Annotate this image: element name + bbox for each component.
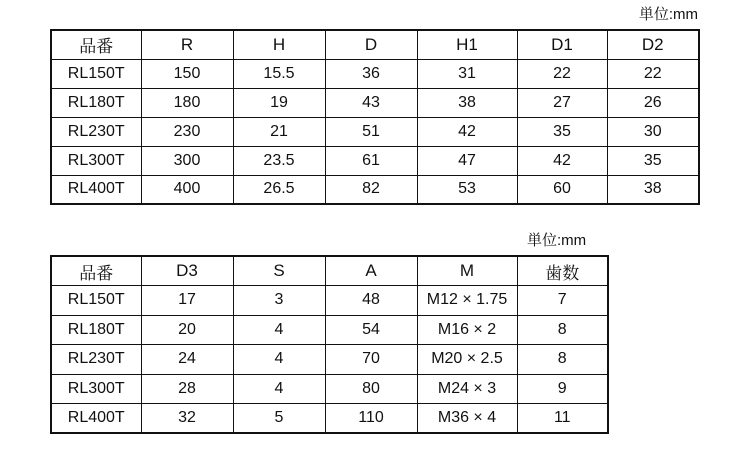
table-cell: 4 [233,345,325,375]
table-cell: 27 [517,88,607,117]
table-row [51,59,699,88]
table-cell: 24 [141,345,233,375]
table-cell: 21 [233,117,325,146]
table-row [51,175,699,204]
table-cell: RL150T [51,59,141,88]
table-cell: M20 × 2.5 [417,345,517,375]
table-cell: 48 [325,286,417,316]
table-cell: 31 [417,59,517,88]
header-d1: D1 [517,30,607,59]
header-r: R [141,30,233,59]
header-d3: D3 [141,256,233,286]
table-cell: 5 [233,404,325,434]
table-cell: 60 [517,175,607,204]
table-cell: M12 × 1.75 [417,286,517,316]
table-cell: 230 [141,117,233,146]
header-teeth: 歯数 [517,256,608,286]
table-cell: 53 [417,175,517,204]
table-cell: 26 [607,88,699,117]
thread-table [50,255,609,434]
table-cell: 300 [141,146,233,175]
header-part-number: 品番 [51,256,141,286]
table-cell: RL180T [51,88,141,117]
table-cell: 110 [325,404,417,434]
table-cell: 47 [417,146,517,175]
table-cell: 400 [141,175,233,204]
table-cell: 38 [607,175,699,204]
header-a: A [325,256,417,286]
table-cell: 38 [417,88,517,117]
table-cell: 150 [141,59,233,88]
table-cell: RL180T [51,315,141,345]
table-row [51,374,608,404]
table-cell: 3 [233,286,325,316]
table-cell: 9 [517,374,608,404]
table-cell: RL230T [51,117,141,146]
unit-label: 単位:mm [638,6,698,23]
table-cell: RL400T [51,175,141,204]
table-cell: 4 [233,374,325,404]
table-header-row [51,30,699,59]
table-row [51,146,699,175]
table-cell: 36 [325,59,417,88]
header-d2: D2 [607,30,699,59]
table-cell: RL300T [51,374,141,404]
header-m: M [417,256,517,286]
unit-label: 単位:mm [527,232,587,249]
header-part-number: 品番 [51,30,141,59]
table-cell: 7 [517,286,608,316]
table-cell: 4 [233,315,325,345]
table-cell: 8 [517,345,608,375]
table-row [51,88,699,117]
table-cell: 42 [417,117,517,146]
table-cell: 35 [517,117,607,146]
table-cell: 30 [607,117,699,146]
table-cell: 80 [325,374,417,404]
table-row [51,286,608,316]
header-h1: H1 [417,30,517,59]
table-cell: RL150T [51,286,141,316]
table-cell: 180 [141,88,233,117]
table-header-row [51,256,608,286]
table-row [51,345,608,375]
table-cell: 51 [325,117,417,146]
table-cell: 23.5 [233,146,325,175]
table-cell: 61 [325,146,417,175]
table-cell: RL300T [51,146,141,175]
table-cell: 43 [325,88,417,117]
dimension-table [50,29,700,205]
header-d: D [325,30,417,59]
table-cell: 15.5 [233,59,325,88]
table-row [51,117,699,146]
table-cell: M24 × 3 [417,374,517,404]
table-cell: 22 [517,59,607,88]
header-h: H [233,30,325,59]
header-s: S [233,256,325,286]
table-cell: 17 [141,286,233,316]
table-cell: 28 [141,374,233,404]
table-cell: 42 [517,146,607,175]
table-cell: 54 [325,315,417,345]
table-cell: 32 [141,404,233,434]
table-cell: 20 [141,315,233,345]
table-cell: 11 [517,404,608,434]
table-cell: 22 [607,59,699,88]
table-cell: 35 [607,146,699,175]
table-cell: RL400T [51,404,141,434]
table-cell: RL230T [51,345,141,375]
table-cell: 82 [325,175,417,204]
table-cell: M36 × 4 [417,404,517,434]
table-cell: 70 [325,345,417,375]
table-cell: 26.5 [233,175,325,204]
table-cell: M16 × 2 [417,315,517,345]
table-cell: 8 [517,315,608,345]
table-row [51,315,608,345]
table-row [51,404,608,434]
table-cell: 19 [233,88,325,117]
